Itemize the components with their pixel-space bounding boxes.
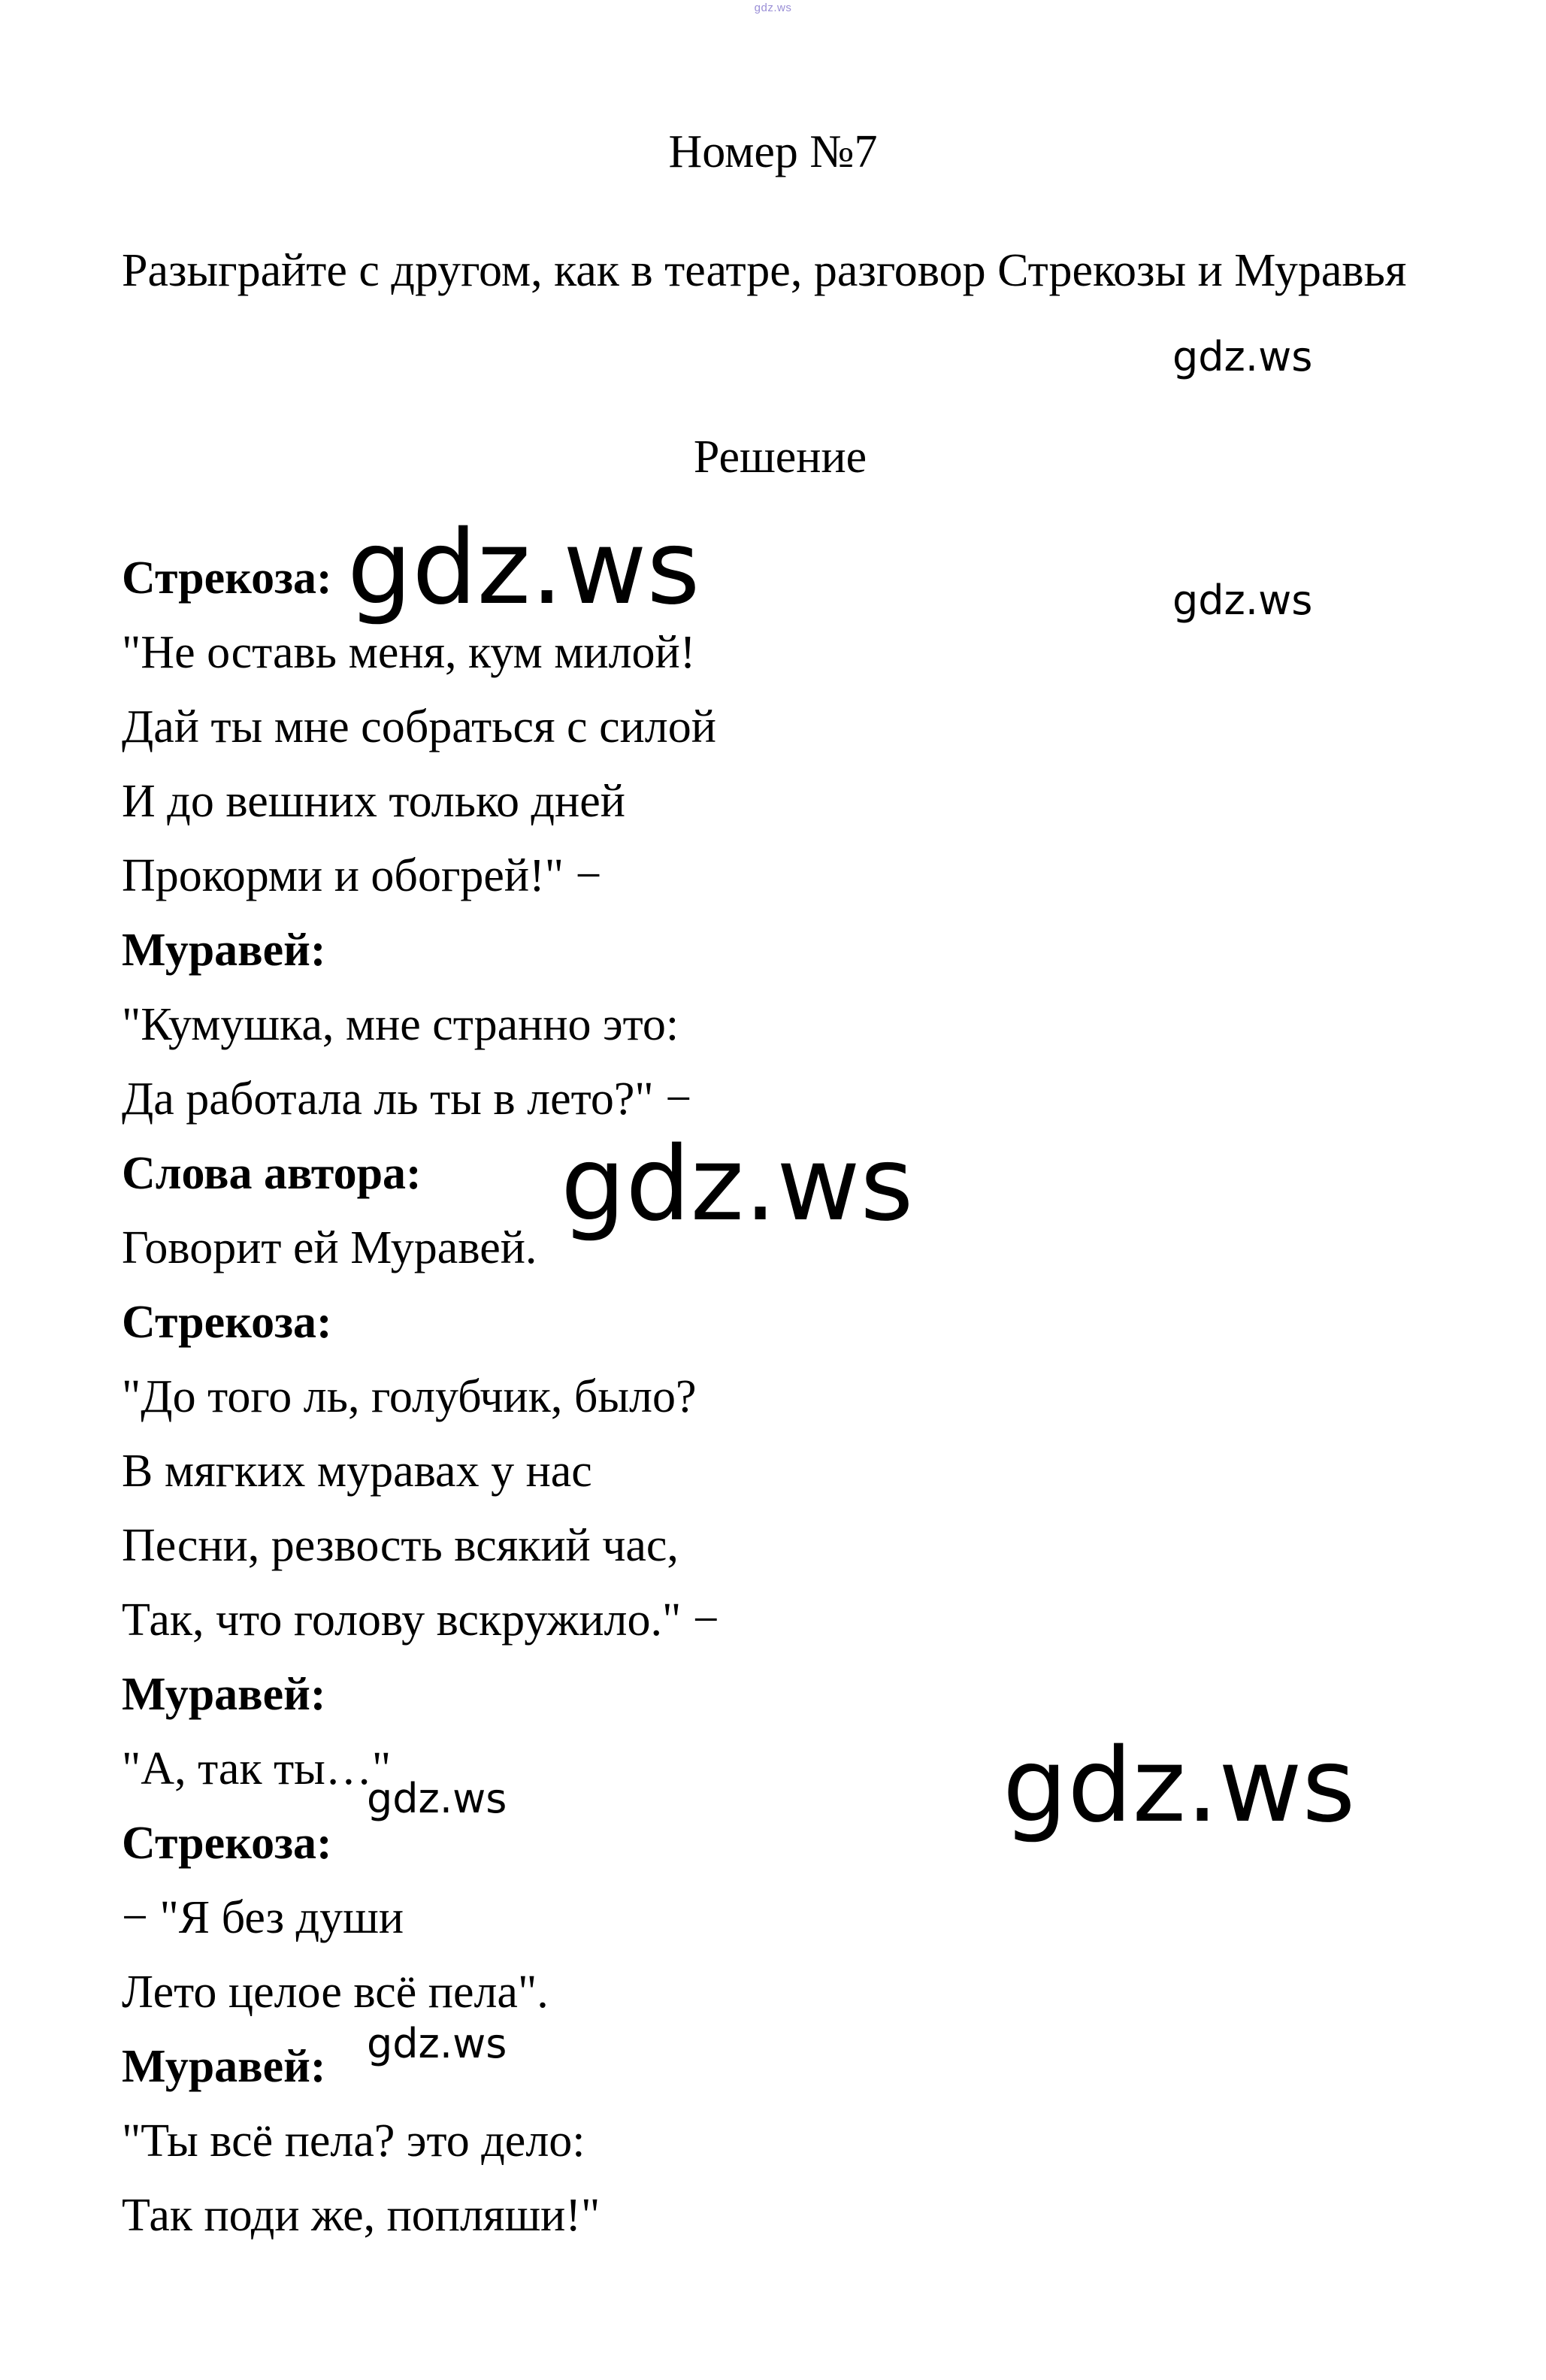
solution-heading: Решение	[693, 431, 867, 483]
speaker-label: Муравей:	[122, 1669, 326, 1720]
top-watermark: gdz.ws	[754, 2, 792, 14]
dialogue-line: И до вешних только дней	[122, 776, 625, 827]
watermark-small: gdz.ws	[1172, 577, 1313, 624]
watermark-small: gdz.ws	[367, 1775, 507, 1822]
watermark-large: gdz.ws	[1003, 1727, 1356, 1846]
speaker-label: Муравей:	[122, 925, 326, 976]
watermark-large: gdz.ws	[561, 1125, 914, 1244]
page-title: Номер №7	[668, 126, 878, 177]
dialogue-line: "А, так ты…"	[122, 1743, 392, 1794]
speaker-label: Стрекоза:	[122, 1297, 332, 1348]
speaker-label: Стрекоза:	[122, 553, 332, 604]
dialogue-line: Песни, резвость всякий час,	[122, 1520, 679, 1571]
dialogue-line: Прокорми и обогрей!" −	[122, 850, 602, 901]
dialogue-line: "Не оставь меня, кум милой!	[122, 627, 696, 678]
watermark-small: gdz.ws	[367, 2020, 507, 2067]
speaker-label: Муравей:	[122, 2041, 326, 2092]
dialogue-line: Так, что голову вскружило." −	[122, 1594, 719, 1646]
speaker-label: Слова автора:	[122, 1148, 422, 1199]
dialogue-line: Говорит ей Муравей.	[122, 1222, 537, 1273]
watermark-large: gdz.ws	[347, 509, 700, 628]
dialogue-line: "Кумушка, мне странно это:	[122, 999, 679, 1050]
dialogue-line: Лето целое всё пела".	[122, 1967, 549, 2018]
dialogue-line: "Ты всё пела? это дело:	[122, 2115, 585, 2167]
watermark-small: gdz.ws	[1172, 333, 1313, 380]
dialogue-line: Да работала ль ты в лето?" −	[122, 1073, 692, 1125]
dialogue-block	[122, 541, 1249, 2253]
task-text: Разыграйте с другом, как в театре, разговор Стрекозы и Муравья	[122, 245, 1407, 296]
dialogue-line: "До того ль, голубчик, было?	[122, 1371, 697, 1422]
speaker-label: Стрекоза:	[122, 1818, 332, 1869]
dialogue-line: Так поди же, попляши!"	[122, 2190, 601, 2241]
dialogue-line: − "Я без души	[122, 1892, 404, 1943]
dialogue-line: Дай ты мне собраться с силой	[122, 701, 716, 752]
dialogue-line: В мягких муравах у нас	[122, 1446, 592, 1497]
